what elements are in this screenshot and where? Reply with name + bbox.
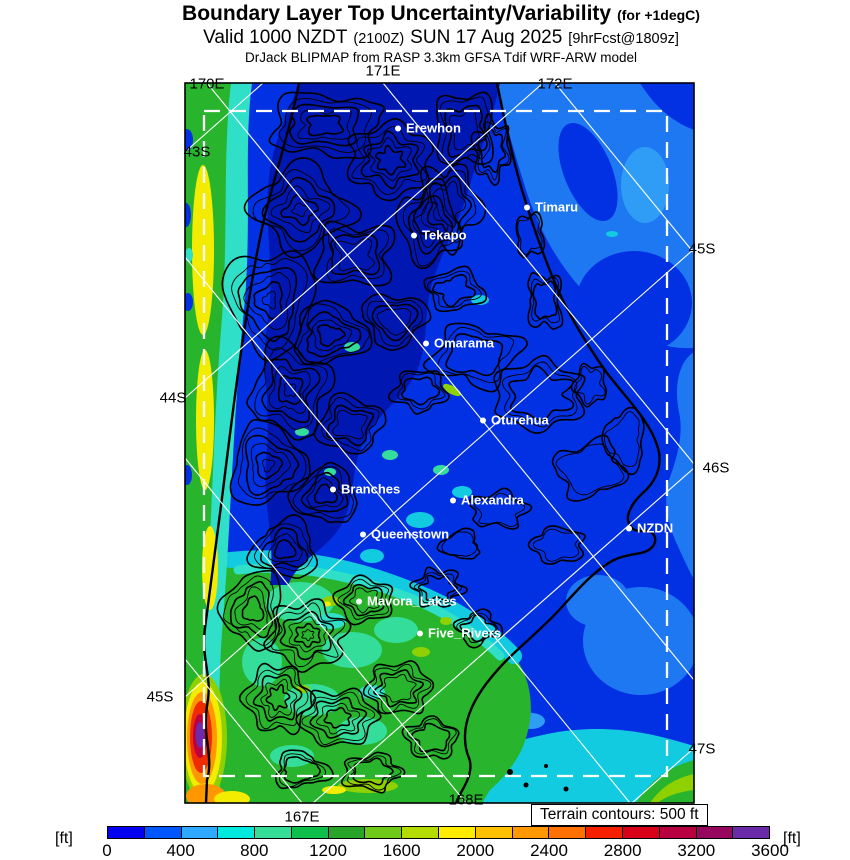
location-dot-icon xyxy=(423,340,429,346)
colorbar-tick-3600: 3600 xyxy=(751,841,789,860)
grid-label-45s-5: 45S xyxy=(146,688,174,706)
grid-label-43s-3: 43S xyxy=(183,143,211,161)
location-nzdn xyxy=(626,521,673,536)
location-queenstown xyxy=(360,527,449,542)
location-alexandra xyxy=(450,493,524,508)
colorbar-segment-7 xyxy=(365,827,402,838)
location-omarama xyxy=(423,336,494,351)
location-dot-icon xyxy=(524,204,530,210)
grid-label-44s-4: 44S xyxy=(159,389,187,407)
location-label: Erewhon xyxy=(406,120,461,136)
colorbar-segment-2 xyxy=(182,827,219,838)
model-subtitle: DrJack BLIPMAP from RASP 3.3km GFSA Tdif WRF-ARW model xyxy=(244,50,638,65)
colorbar-segment-6 xyxy=(329,827,366,838)
location-label: Timaru xyxy=(535,199,579,215)
colorbar-segment-14 xyxy=(623,827,660,838)
valid-time: Valid 1000 NZDT xyxy=(203,27,348,48)
map-fill-layers xyxy=(181,83,699,808)
location-label: Tekapo xyxy=(422,227,467,243)
grid-label-171e-1: 171E xyxy=(365,62,401,80)
location-dot-icon xyxy=(417,630,423,636)
colorbar-segment-11 xyxy=(513,827,550,838)
colorbar-segment-3 xyxy=(218,827,255,838)
location-branches xyxy=(330,482,400,497)
colorbar-tick-2000: 2000 xyxy=(456,841,495,860)
colorbar-segment-1 xyxy=(145,827,182,838)
location-label: Queenstown xyxy=(371,526,450,542)
location-label: Alexandra xyxy=(461,492,524,508)
grid-label-168e-9: 168E xyxy=(448,791,484,809)
colorbar-segment-9 xyxy=(439,827,476,838)
grid-label-46s-7: 46S xyxy=(702,459,730,477)
valid-time-utc: (2100Z) xyxy=(353,31,405,47)
colorbar-tick-800: 800 xyxy=(240,841,269,860)
forecast-init: [9hrFcst@1809z] xyxy=(568,31,679,47)
location-label: Five_Rivers xyxy=(428,625,501,641)
colorbar-tick-2800: 2800 xyxy=(603,841,642,860)
colorbar-segment-12 xyxy=(549,827,586,838)
colorbar-segment-8 xyxy=(402,827,439,838)
colorbar-segment-17 xyxy=(733,827,769,838)
colorbar-tick-1600: 1600 xyxy=(382,841,421,860)
location-dot-icon xyxy=(450,497,456,503)
grid-label-172e-2: 172E xyxy=(537,75,573,93)
location-dot-icon xyxy=(480,417,486,423)
grid-label-45s-6: 45S xyxy=(688,240,716,258)
location-label: NZDN xyxy=(637,520,674,536)
colorbar-segment-15 xyxy=(660,827,697,838)
location-label: Omarama xyxy=(434,335,494,351)
location-dot-icon xyxy=(360,531,366,537)
location-five_rivers xyxy=(417,626,501,641)
grid-label-170e-0: 170E xyxy=(189,75,225,93)
colorbar-tick-1200: 1200 xyxy=(309,841,347,860)
location-tekapo xyxy=(411,228,467,243)
location-label: Mavora_Lakes xyxy=(367,593,457,609)
location-label: Branches xyxy=(341,481,401,497)
location-dot-icon xyxy=(626,525,632,531)
grid-label-47s-8: 47S xyxy=(688,740,716,758)
title-note: (for +1degC) xyxy=(617,7,700,23)
valid-date: SUN 17 Aug 2025 xyxy=(410,27,563,48)
colorbar-ticks xyxy=(102,841,789,860)
colorbar-segment-5 xyxy=(292,827,329,838)
location-oturehua xyxy=(480,413,549,428)
colorbar-segment-13 xyxy=(586,827,623,838)
terrain-contour-note: Terrain contours: 500 ft xyxy=(531,804,708,826)
colorbar-unit-right: [ft] xyxy=(783,830,801,847)
colorbar-segment-4 xyxy=(255,827,292,838)
title-main: Boundary Layer Top Uncertainty/Variability xyxy=(182,2,612,25)
location-mavora_lakes xyxy=(356,594,457,609)
colorbar-segment-16 xyxy=(697,827,734,838)
colorbar-tick-400: 400 xyxy=(166,841,195,860)
colorbar-unit-left: [ft] xyxy=(55,830,73,847)
colorbar-segment-10 xyxy=(476,827,513,838)
grid-label-167e-10: 167E xyxy=(284,808,320,826)
colorbar-tick-3200: 3200 xyxy=(677,841,716,860)
location-dot-icon xyxy=(356,598,362,604)
colorbar xyxy=(107,826,770,839)
location-dot-icon xyxy=(395,125,401,131)
location-erewhon xyxy=(395,121,461,136)
location-timaru xyxy=(524,200,578,215)
colorbar-tick-0: 0 xyxy=(102,841,112,860)
location-dot-icon xyxy=(330,486,336,492)
colorbar-segment-0 xyxy=(108,827,145,838)
colorbar-tick-2400: 2400 xyxy=(530,841,568,860)
location-label: Oturehua xyxy=(491,412,549,428)
location-dot-icon xyxy=(411,232,417,238)
